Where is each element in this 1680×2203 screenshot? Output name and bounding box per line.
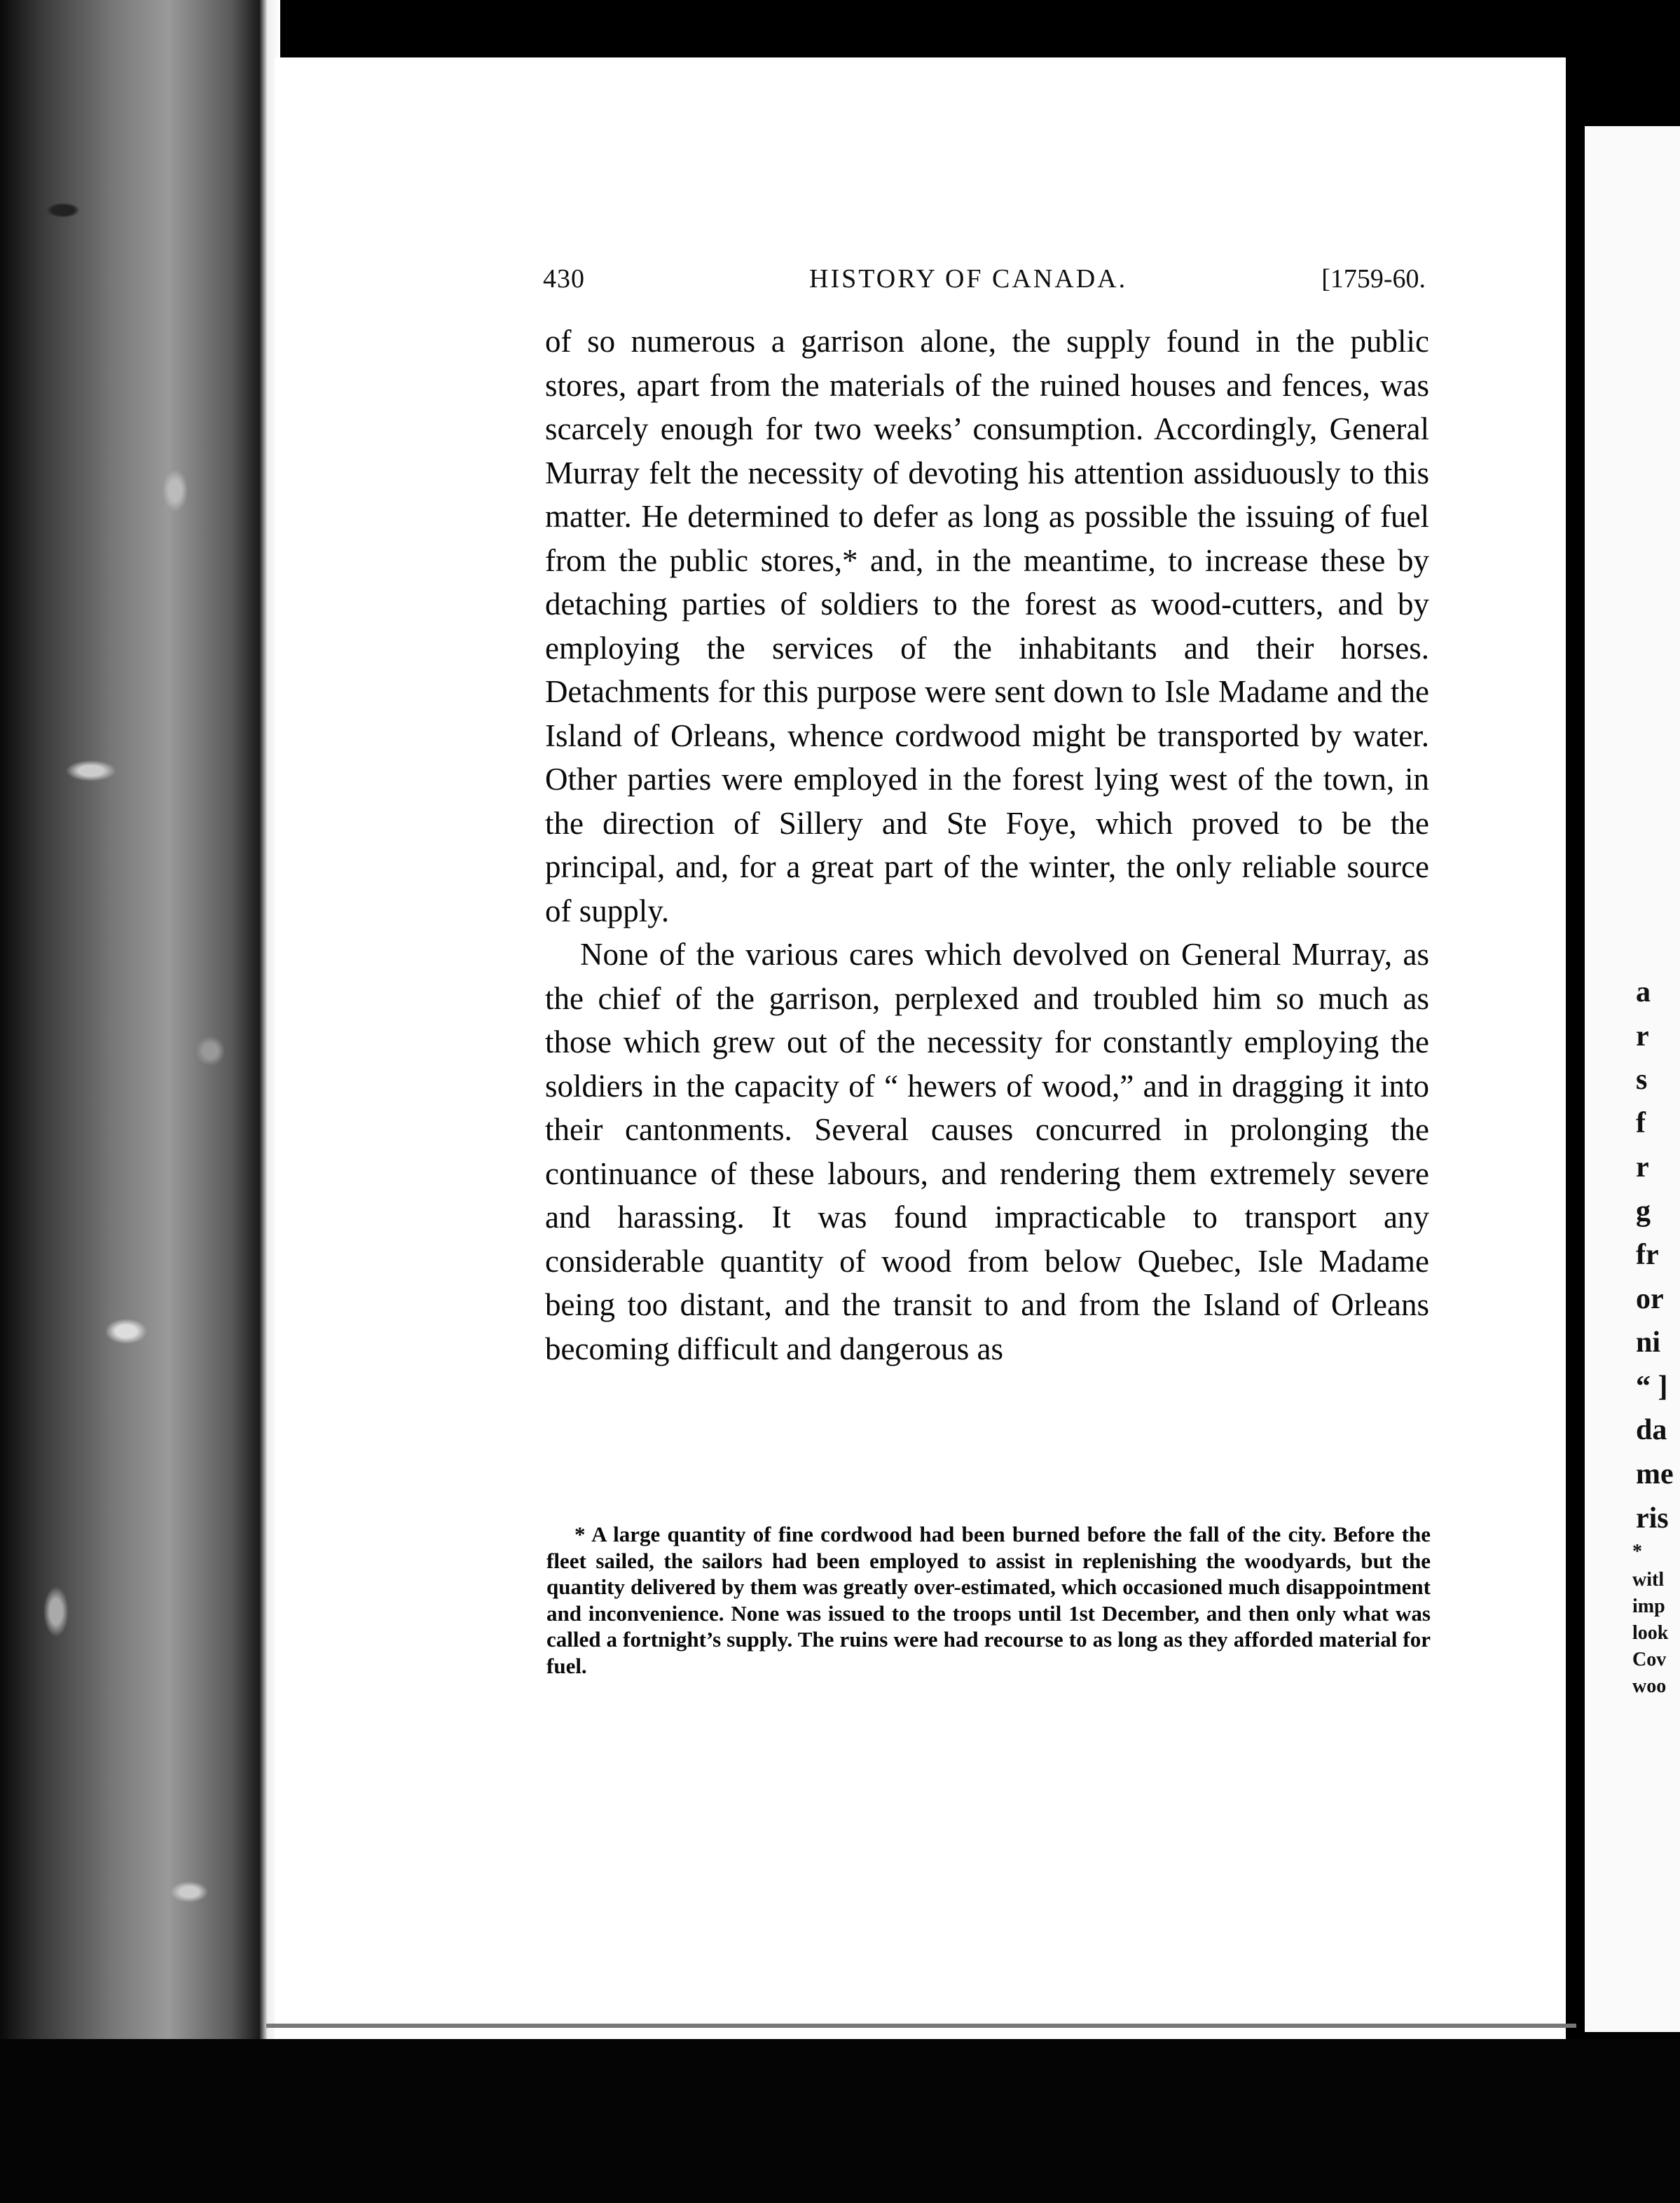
- facing-page-line: r: [1636, 1151, 1649, 1183]
- page-bottom-edge: [266, 2024, 1576, 2028]
- facing-page-line: a: [1636, 976, 1651, 1008]
- running-head-title: HISTORY OF CANADA.: [809, 264, 1128, 294]
- facing-page-line: or: [1636, 1283, 1664, 1315]
- facing-page: [1585, 126, 1680, 2032]
- facing-page-line: g: [1636, 1195, 1651, 1228]
- facing-page-footnote-line: witl: [1632, 1569, 1665, 1591]
- paragraph: of so numerous a garrison alone, the supply found in the public stores, apart from the materials of the ruined houses and fences, was scarcely enough for two weeks’ consumption. Accordingly, General Murray felt the necessity of devoting his attention assiduously to this matter. He determined to defer as long as possible the issuing of fuel from the public stores,* and, in the meantime, to increase these by detaching parties of soldiers to the forest as wood-cutters, and by employing the services of the inhabitants and their horses. Detachments for this purpose were sent down to Isle Madame and the Island of Orleans, whence cordwood might be transported by water. Other parties were employed in the forest lying west of the town, in the direction of Sillery and Ste Foye, which proved to be the principal, and, for a great part of the winter, the only reliable source of supply.: [545, 324, 1429, 928]
- facing-page-line: r: [1636, 1020, 1649, 1052]
- facing-page-line: me: [1636, 1458, 1674, 1490]
- scan-left-binding: [0, 0, 280, 2203]
- facing-page-footnote-line: *: [1632, 1541, 1642, 1563]
- scan-bottom-border: [0, 2039, 1680, 2203]
- body-text: [545, 320, 1429, 1371]
- page-number: 430: [543, 264, 585, 294]
- facing-page-line: ris: [1636, 1502, 1669, 1535]
- facing-page-line: s: [1636, 1064, 1648, 1096]
- running-head-years: [1759-60.: [1321, 264, 1426, 294]
- facing-page-footnote-line: woo: [1632, 1675, 1667, 1697]
- footnote: [546, 1521, 1431, 1679]
- paragraph: None of the various cares which devolved on General Murray, as the chief of the garrison, perplexed and troubled him so much as those which grew out of the necessity for constantly employing the soldiers in the capacity of “ hewers of wood,” and in dragging it into their cantonments. Several causes concurred in prolonging the continuance of these labours, and rendering them extremely severe and harassing. It was found impracticable to transport any considerable quantity of wood from below Quebec, Isle Madame being too distant, and the transit to and from the Island of Orleans becoming difficult and dangerous as: [545, 937, 1429, 1366]
- facing-page-line: ni: [1636, 1326, 1661, 1359]
- facing-page-line: f: [1636, 1107, 1646, 1139]
- running-header: [543, 263, 1426, 298]
- footnote-text: * A large quantity of fine cordwood had been burned before the fall of the city. Before the fleet sailed, the sailors had been employed to assist in replenishing the woodyards, but the quantity delivered by them was greatly over-estimated, which occasioned much disappointment and inconvenience. None was issued to the troops until 1st December, and then only what was called a fortnight’s supply. The ruins were had recourse to as long as they afforded material for fuel.: [546, 1522, 1431, 1678]
- facing-page-line: da: [1636, 1414, 1667, 1446]
- facing-page-footnote-line: Cov: [1632, 1649, 1667, 1670]
- facing-page-footnote-line: look: [1632, 1622, 1669, 1644]
- facing-page-footnote-line: imp: [1632, 1595, 1665, 1617]
- facing-page-line: “ ]: [1636, 1371, 1668, 1403]
- facing-page-line: fr: [1636, 1239, 1659, 1271]
